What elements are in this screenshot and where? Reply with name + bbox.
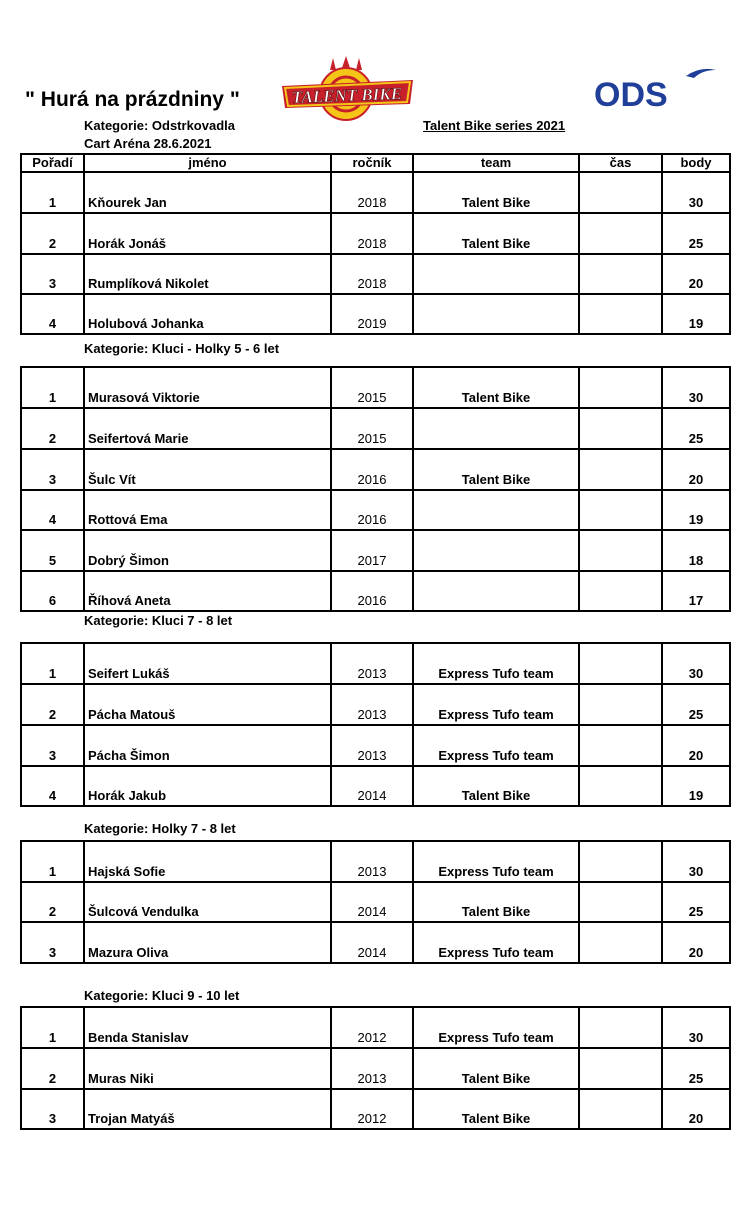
rank-cell: 3: [21, 1089, 84, 1129]
name-cell: Kňourek Jan: [84, 172, 331, 213]
table-row: [21, 841, 730, 882]
rank-cell: 4: [21, 490, 84, 530]
talent-bike-logo: [280, 56, 415, 124]
team-cell: Talent Bike: [413, 449, 579, 490]
col-header-rank: Pořadí: [21, 154, 84, 172]
ods-logo: [594, 66, 718, 112]
points-cell: 20: [662, 254, 730, 294]
name-cell: Seifert Lukáš: [84, 643, 331, 684]
name-cell: Hajská Sofie: [84, 841, 331, 882]
column-header-row: [21, 154, 730, 172]
name-cell: Holubová Johanka: [84, 294, 331, 334]
points-cell: 19: [662, 490, 730, 530]
year-cell: 2013: [331, 643, 413, 684]
col-header-time: čas: [579, 154, 662, 172]
time-cell: [579, 841, 662, 882]
time-cell: [579, 449, 662, 490]
table-row: [21, 643, 730, 684]
table-row: [21, 922, 730, 963]
team-cell: Express Tufo team: [413, 922, 579, 963]
year-cell: 2016: [331, 490, 413, 530]
points-cell: 30: [662, 841, 730, 882]
time-cell: [579, 882, 662, 922]
points-cell: 17: [662, 571, 730, 611]
year-cell: 2014: [331, 882, 413, 922]
col-header-team: team: [413, 154, 579, 172]
time-cell: [579, 213, 662, 254]
rank-cell: 5: [21, 530, 84, 571]
year-cell: 2012: [331, 1007, 413, 1048]
points-cell: 19: [662, 766, 730, 806]
time-cell: [579, 766, 662, 806]
name-cell: Benda Stanislav: [84, 1007, 331, 1048]
name-cell: Šulc Vít: [84, 449, 331, 490]
team-cell: [413, 294, 579, 334]
time-cell: [579, 530, 662, 571]
year-cell: 2013: [331, 841, 413, 882]
table-row: [21, 684, 730, 725]
category-label: Kategorie: Holky 7 - 8 let: [84, 821, 236, 836]
table-row: [21, 172, 730, 213]
venue-date-label: Cart Aréna 28.6.2021: [84, 136, 212, 151]
points-cell: 30: [662, 643, 730, 684]
name-cell: Dobrý Šimon: [84, 530, 331, 571]
table-row: [21, 882, 730, 922]
points-cell: 30: [662, 1007, 730, 1048]
name-cell: Říhová Aneta: [84, 571, 331, 611]
rank-cell: 1: [21, 367, 84, 408]
name-cell: Pácha Šimon: [84, 725, 331, 766]
year-cell: 2017: [331, 530, 413, 571]
team-cell: Talent Bike: [413, 367, 579, 408]
year-cell: 2013: [331, 725, 413, 766]
time-cell: [579, 1048, 662, 1089]
team-cell: Express Tufo team: [413, 684, 579, 725]
team-cell: [413, 408, 579, 449]
points-cell: 20: [662, 449, 730, 490]
table-row: [21, 530, 730, 571]
time-cell: [579, 490, 662, 530]
ods-logo-text: ODS: [594, 76, 668, 112]
team-cell: Talent Bike: [413, 172, 579, 213]
name-cell: Rottová Ema: [84, 490, 331, 530]
team-cell: [413, 490, 579, 530]
team-cell: [413, 530, 579, 571]
team-cell: Express Tufo team: [413, 1007, 579, 1048]
time-cell: [579, 725, 662, 766]
category-label: Kategorie: Kluci 9 - 10 let: [84, 988, 240, 1003]
rank-cell: 3: [21, 922, 84, 963]
time-cell: [579, 254, 662, 294]
team-cell: Express Tufo team: [413, 725, 579, 766]
col-header-year: ročník: [331, 154, 413, 172]
year-cell: 2015: [331, 367, 413, 408]
year-cell: 2016: [331, 571, 413, 611]
points-cell: 20: [662, 725, 730, 766]
points-cell: 25: [662, 1048, 730, 1089]
rank-cell: 6: [21, 571, 84, 611]
time-cell: [579, 408, 662, 449]
rank-cell: 4: [21, 294, 84, 334]
table-row: [21, 408, 730, 449]
table-row: [21, 254, 730, 294]
results-table-kluci-9-10: [20, 1006, 731, 1130]
year-cell: 2018: [331, 254, 413, 294]
rank-cell: 3: [21, 254, 84, 294]
rank-cell: 3: [21, 449, 84, 490]
first-category-label: Kategorie: Odstrkovadla: [84, 118, 235, 133]
table-row: [21, 1007, 730, 1048]
time-cell: [579, 294, 662, 334]
results-table-odstrkovadla: [20, 153, 731, 335]
results-table-kluci-7-8: [20, 642, 731, 807]
time-cell: [579, 684, 662, 725]
table-row: [21, 571, 730, 611]
rank-cell: 1: [21, 1007, 84, 1048]
table-row: [21, 294, 730, 334]
name-cell: Horák Jonáš: [84, 213, 331, 254]
rank-cell: 3: [21, 725, 84, 766]
time-cell: [579, 1089, 662, 1129]
category-label: Kategorie: Kluci 7 - 8 let: [84, 613, 233, 628]
time-cell: [579, 172, 662, 213]
year-cell: 2016: [331, 449, 413, 490]
table-row: [21, 1089, 730, 1129]
points-cell: 25: [662, 684, 730, 725]
year-cell: 2012: [331, 1089, 413, 1129]
col-header-name: jméno: [84, 154, 331, 172]
name-cell: Trojan Matyáš: [84, 1089, 331, 1129]
points-cell: 25: [662, 882, 730, 922]
team-cell: Express Tufo team: [413, 643, 579, 684]
table-row: [21, 1048, 730, 1089]
team-cell: Talent Bike: [413, 1048, 579, 1089]
time-cell: [579, 643, 662, 684]
rank-cell: 2: [21, 684, 84, 725]
year-cell: 2014: [331, 922, 413, 963]
team-cell: Express Tufo team: [413, 841, 579, 882]
name-cell: Horák Jakub: [84, 766, 331, 806]
series-label: Talent Bike series 2021: [423, 118, 566, 133]
rank-cell: 1: [21, 841, 84, 882]
year-cell: 2013: [331, 684, 413, 725]
team-cell: Talent Bike: [413, 766, 579, 806]
rank-cell: 2: [21, 1048, 84, 1089]
points-cell: 20: [662, 1089, 730, 1129]
talent-bike-logo-text: TALENT BIKE: [291, 84, 403, 107]
results-table-5-6: [20, 366, 731, 612]
rank-cell: 1: [21, 643, 84, 684]
team-cell: [413, 254, 579, 294]
name-cell: Seifertová Marie: [84, 408, 331, 449]
points-cell: 30: [662, 172, 730, 213]
points-cell: 25: [662, 408, 730, 449]
table-row: [21, 490, 730, 530]
time-cell: [579, 1007, 662, 1048]
year-cell: 2019: [331, 294, 413, 334]
page-title: " Hurá na prázdniny ": [25, 88, 240, 111]
rank-cell: 1: [21, 172, 84, 213]
points-cell: 18: [662, 530, 730, 571]
name-cell: Mazura Oliva: [84, 922, 331, 963]
year-cell: 2015: [331, 408, 413, 449]
results-table-holky-7-8: [20, 840, 731, 964]
table-row: [21, 725, 730, 766]
points-cell: 19: [662, 294, 730, 334]
time-cell: [579, 367, 662, 408]
year-cell: 2014: [331, 766, 413, 806]
name-cell: Šulcová Vendulka: [84, 882, 331, 922]
points-cell: 25: [662, 213, 730, 254]
category-label: Kategorie: Kluci - Holky 5 - 6 let: [84, 341, 280, 356]
table-row: [21, 449, 730, 490]
table-row: [21, 367, 730, 408]
rank-cell: 2: [21, 882, 84, 922]
table-row: [21, 213, 730, 254]
team-cell: Talent Bike: [413, 1089, 579, 1129]
rank-cell: 2: [21, 213, 84, 254]
team-cell: Talent Bike: [413, 213, 579, 254]
team-cell: [413, 571, 579, 611]
name-cell: Muras Niki: [84, 1048, 331, 1089]
year-cell: 2018: [331, 172, 413, 213]
time-cell: [579, 922, 662, 963]
year-cell: 2013: [331, 1048, 413, 1089]
name-cell: Pácha Matouš: [84, 684, 331, 725]
year-cell: 2018: [331, 213, 413, 254]
name-cell: Rumplíková Nikolet: [84, 254, 331, 294]
table-row: [21, 766, 730, 806]
time-cell: [579, 571, 662, 611]
name-cell: Murasová Viktorie: [84, 367, 331, 408]
col-header-points: body: [662, 154, 730, 172]
points-cell: 20: [662, 922, 730, 963]
points-cell: 30: [662, 367, 730, 408]
rank-cell: 2: [21, 408, 84, 449]
rank-cell: 4: [21, 766, 84, 806]
team-cell: Talent Bike: [413, 882, 579, 922]
